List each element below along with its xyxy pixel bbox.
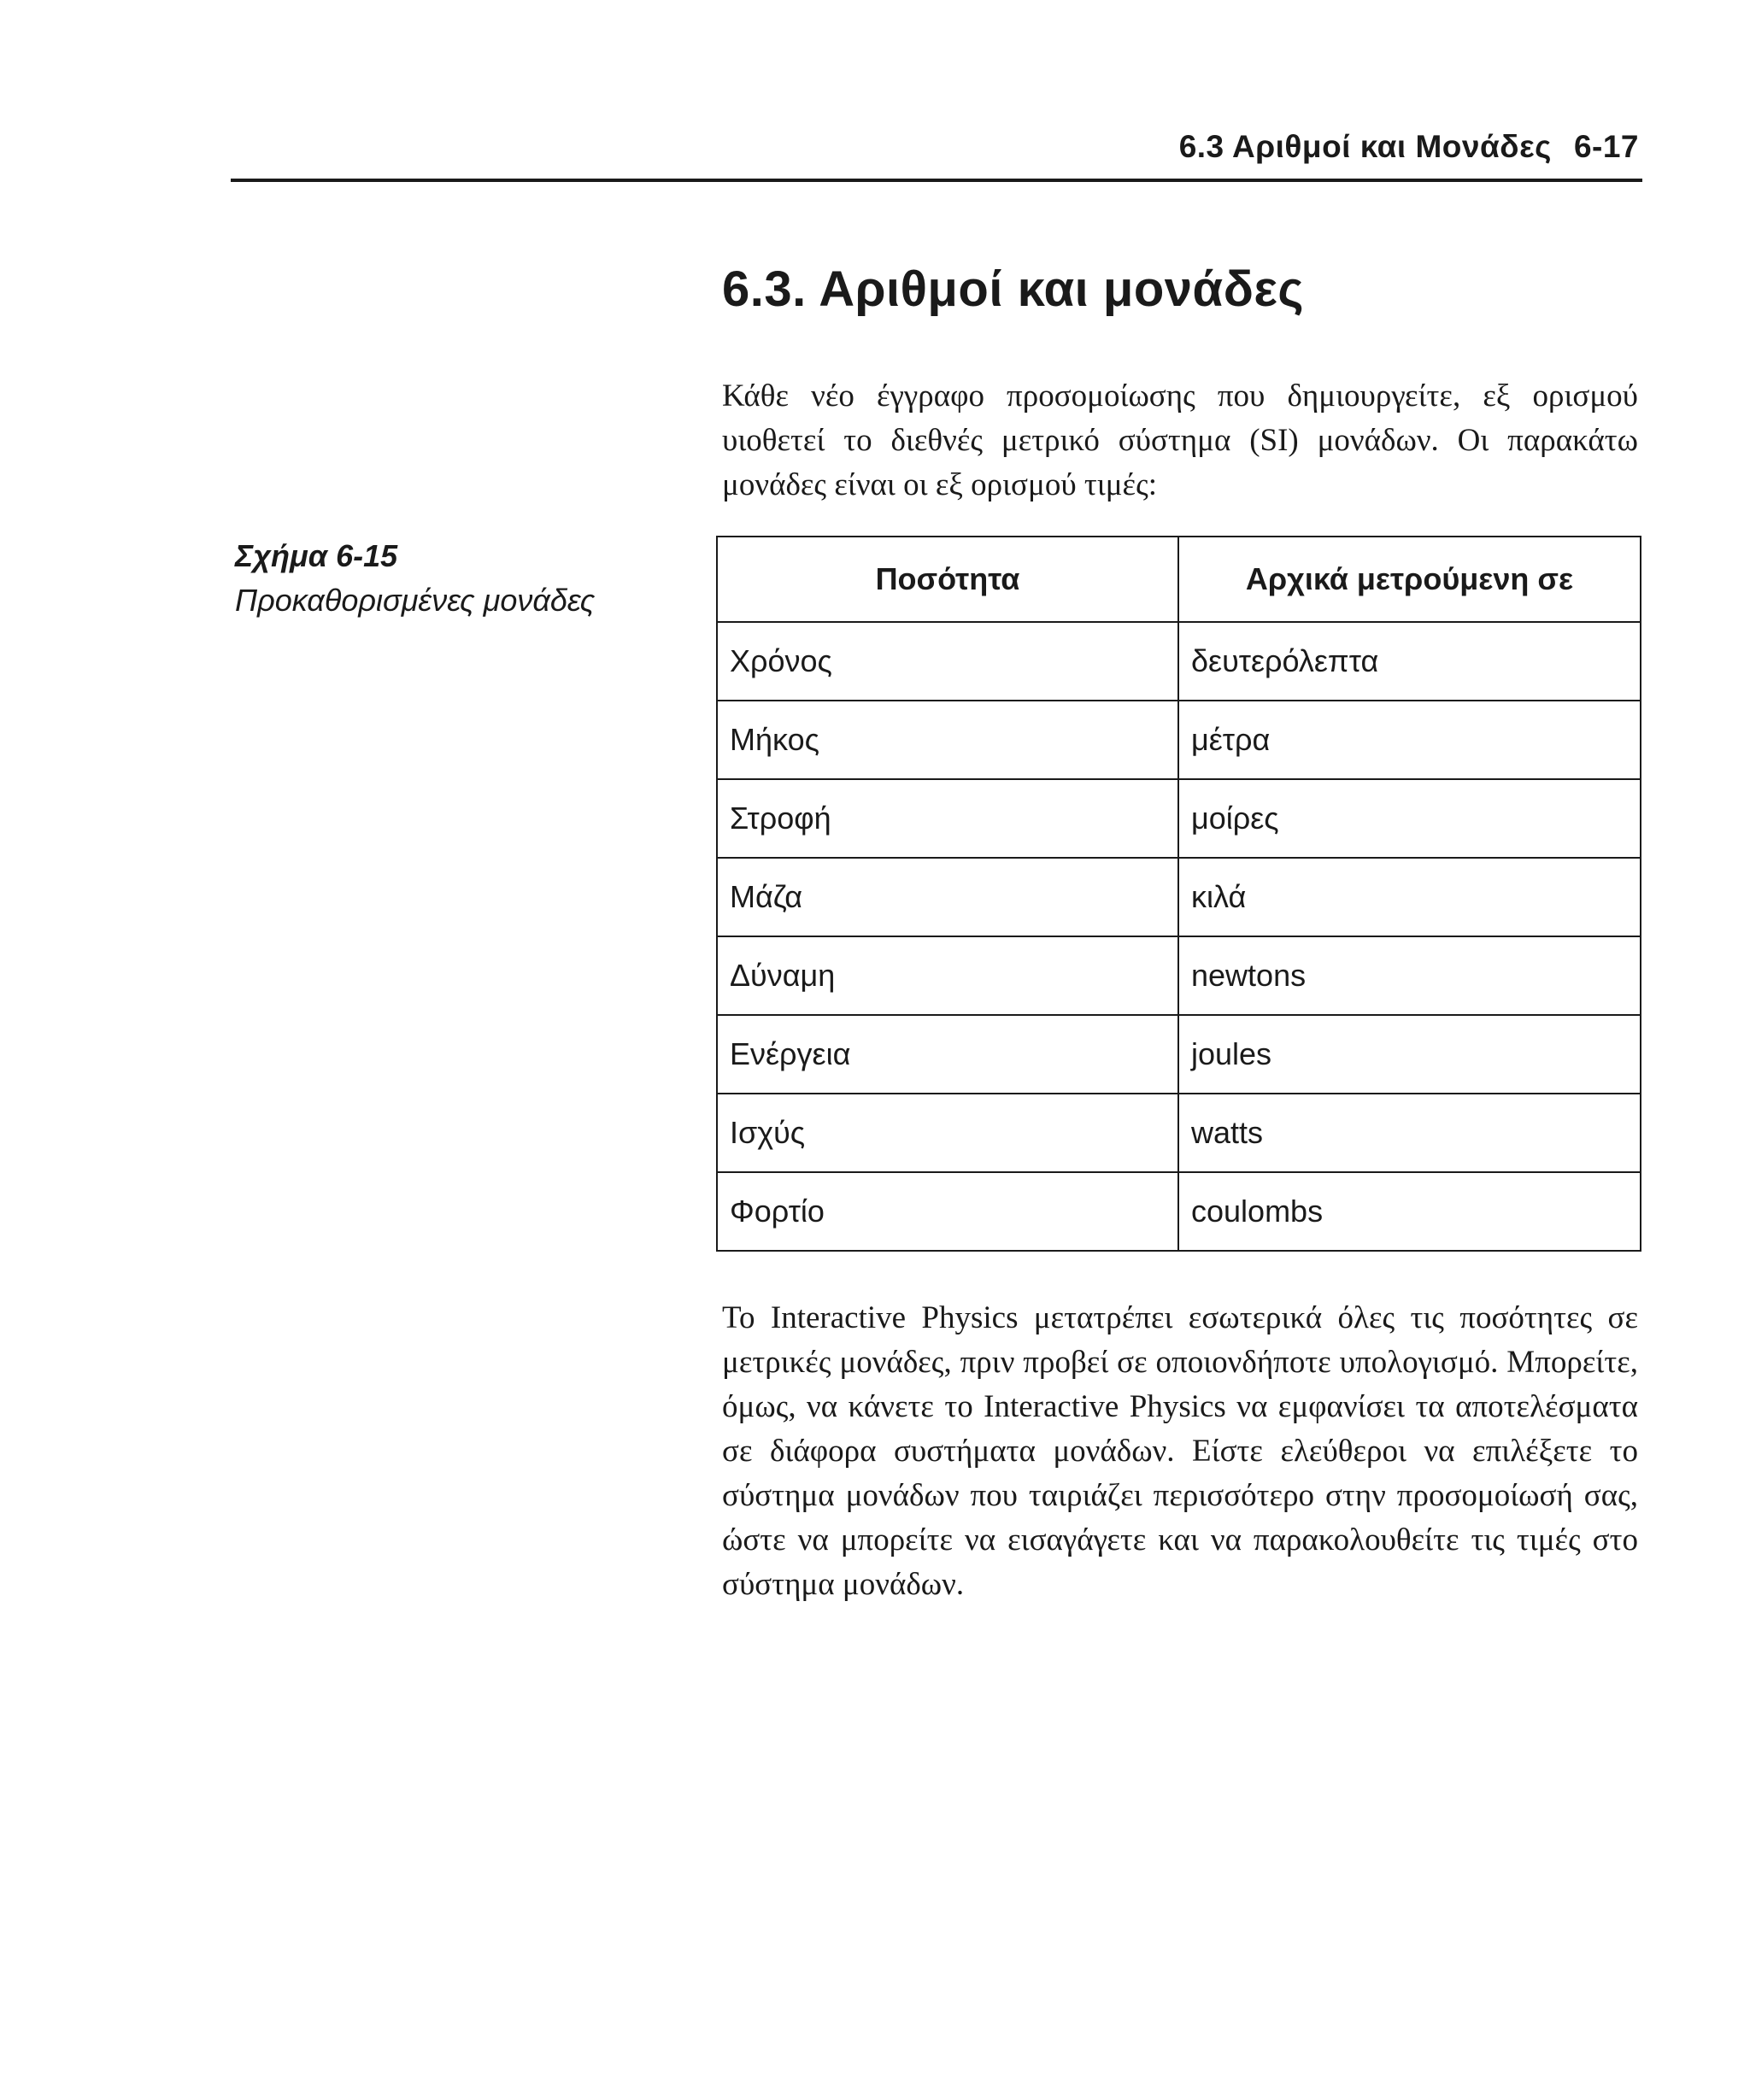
unit-cell: newtons [1178, 936, 1641, 1015]
header-unit: Αρχικά μετρούμενη σε [1178, 537, 1641, 622]
table-row [717, 701, 1641, 779]
quantity-cell: Χρόνος [717, 622, 1178, 701]
unit-cell: joules [1178, 1015, 1641, 1094]
unit-cell: μοίρες [1178, 779, 1641, 858]
unit-cell: δευτερόλεπτα [1178, 622, 1641, 701]
quantity-cell: Φορτίο [717, 1172, 1178, 1251]
quantity-cell: Ισχύς [717, 1094, 1178, 1172]
closing-paragraph: Το Interactive Physics μετατρέπει εσωτερικά όλες τις ποσότητες σε μετρικές μονάδες, πριν προβεί σε οποιονδήποτε υπολογισμό. Μπορείτε, όμως, να κάνετε το Interactive Physics να εμφανίσει τα αποτελέσματα σε διάφορα συστήματα μονάδων. Είστε ελεύθεροι να επιλέξετε το σύστημα μονάδων που ταιριάζει περισσότερο στην προσομοίωσή σας, ώστε να μπορείτε να εισαγάγετε και να παρακολουθείτε τις τιμές στο σύστημα μονάδων. [722, 1300, 1638, 1602]
table-row [717, 622, 1641, 701]
table-row [717, 779, 1641, 858]
unit-cell: watts [1178, 1094, 1641, 1172]
quantity-cell: Μάζα [717, 858, 1178, 936]
intro-paragraph: Κάθε νέο έγγραφο προσομοίωσης που δημιουργείτε, εξ ορισμού υιοθετεί το διεθνές μετρικό σύστημα (SI) μονάδων. Οι παρακάτω μονάδες είναι οι εξ ορισμού τιμές: [722, 378, 1638, 502]
table-row [717, 1172, 1641, 1251]
units-table [716, 536, 1641, 1252]
table-row [717, 858, 1641, 936]
header-quantity: Ποσότητα [717, 537, 1178, 622]
table-row [717, 1094, 1641, 1172]
figure-caption [235, 534, 595, 623]
running-header [231, 124, 1642, 182]
quantity-cell: Στροφή [717, 779, 1178, 858]
page-number: 6-17 [1573, 129, 1639, 164]
table-header-row [717, 537, 1641, 622]
unit-cell: κιλά [1178, 858, 1641, 936]
table-row [717, 936, 1641, 1015]
table-row [717, 1015, 1641, 1094]
section-title: 6.3. Αριθμοί και μονάδες [722, 261, 1305, 317]
unit-cell: coulombs [1191, 1194, 1324, 1229]
unit-cell: μέτρα [1178, 701, 1641, 779]
quantity-cell: Δύναμη [717, 936, 1178, 1015]
quantity-cell: Μήκος [717, 701, 1178, 779]
figure-number: Σχήμα 6-15 [235, 538, 398, 573]
quantity-cell: Ενέργεια [717, 1015, 1178, 1094]
running-header-text [1179, 129, 1639, 165]
running-header-title: 6.3 Αριθμοί και Μονάδες [1178, 129, 1552, 164]
figure-title: Προκαθορισμένες μονάδες [235, 583, 596, 618]
